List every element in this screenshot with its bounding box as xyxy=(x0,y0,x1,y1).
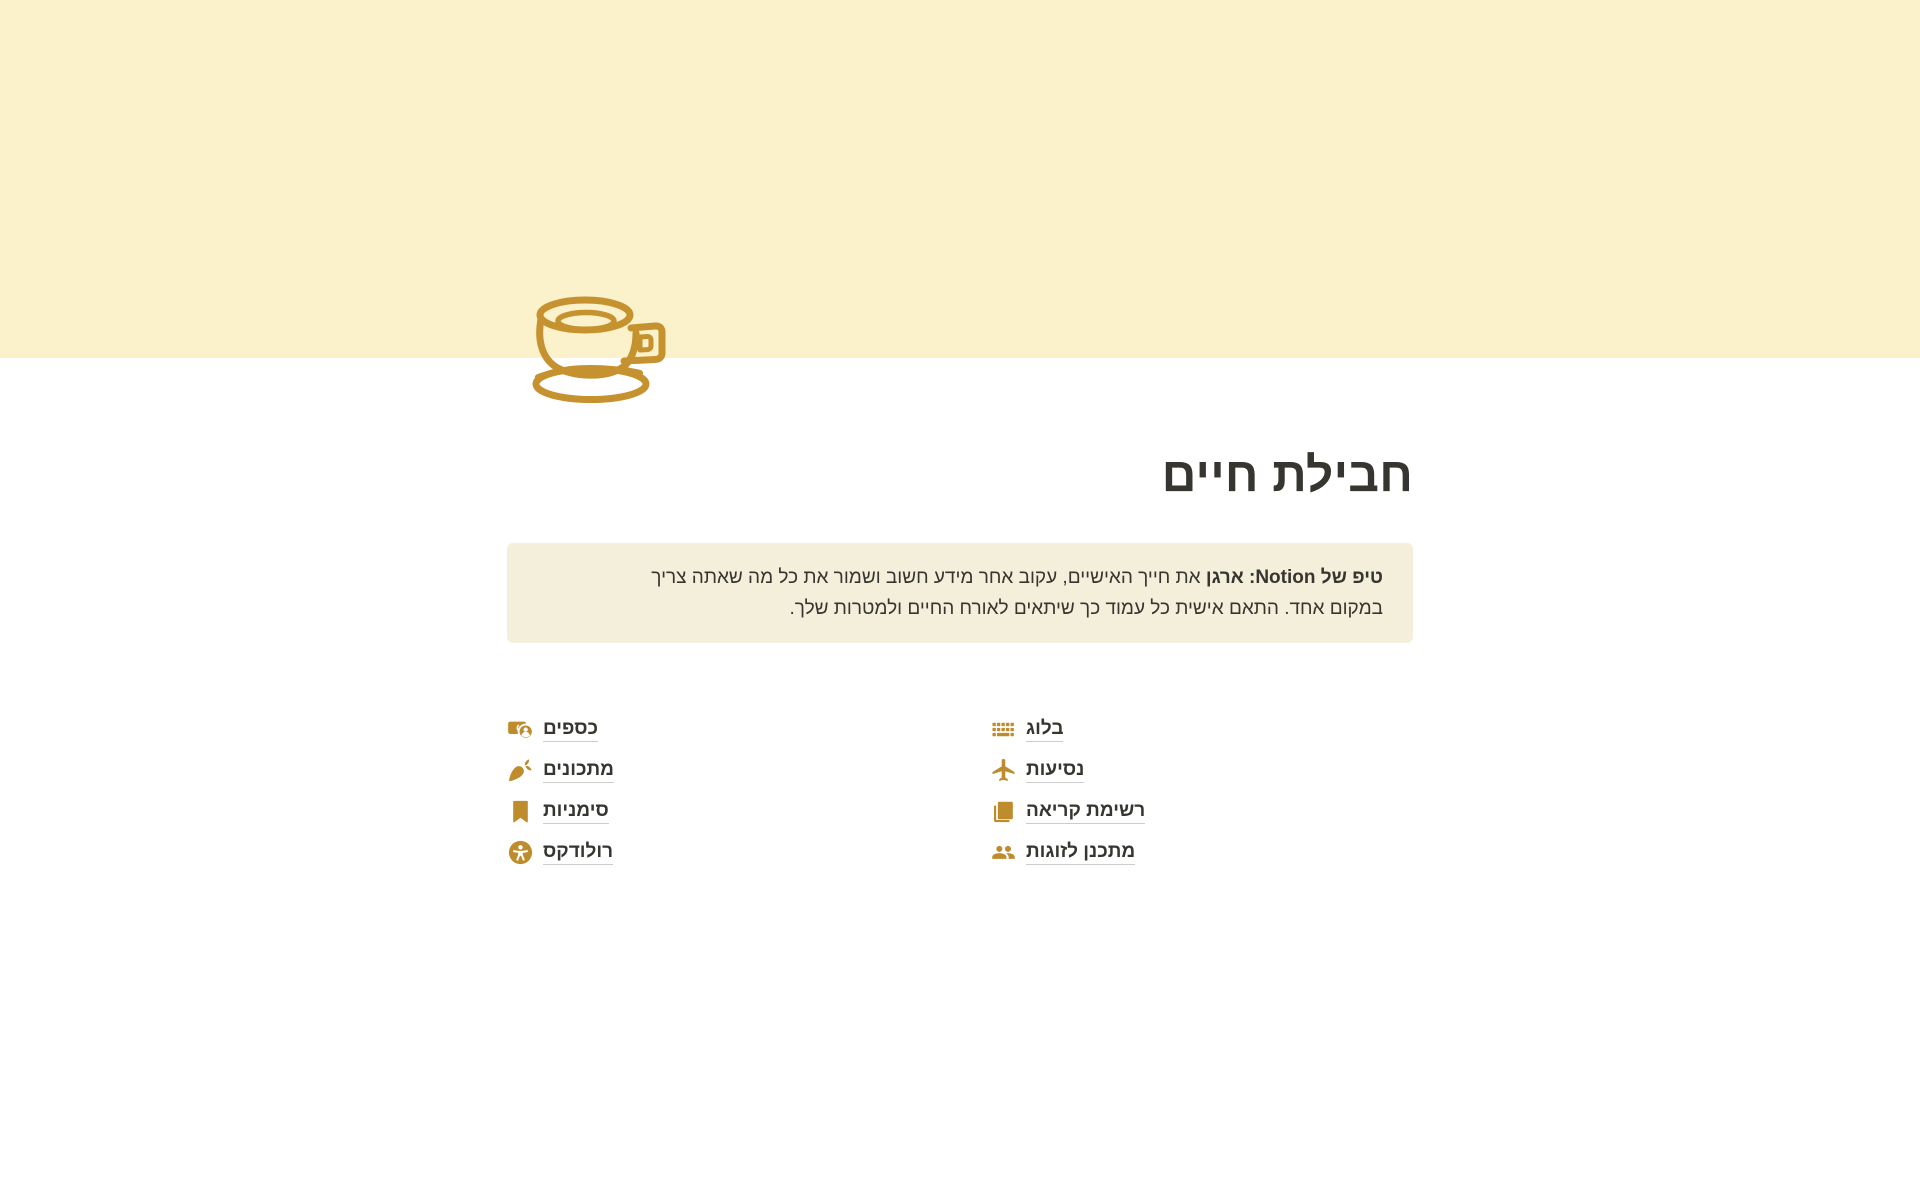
page-link-label: מתכונים xyxy=(543,758,614,784)
callout-line-1 xyxy=(537,562,1383,593)
page-link-label: כספים xyxy=(543,717,598,743)
keyboard-icon xyxy=(990,716,1017,743)
people-icon xyxy=(990,839,1017,866)
callout-bold-text: טיפ של Notion: ארגן xyxy=(1205,567,1383,588)
airplane-icon xyxy=(990,757,1017,784)
page-link-travel[interactable] xyxy=(990,750,1413,791)
page-link-label: רולודקס xyxy=(543,840,613,866)
page-link-label: רשימת קריאה xyxy=(1026,799,1145,825)
callout-line-2: במקום אחד. התאם אישית כל עמוד כך שיתאים לאורח החיים ולמטרות שלך. xyxy=(789,598,1383,619)
page-link-label: מתכנן לזוגות xyxy=(1026,840,1135,866)
page-link-rolodex[interactable] xyxy=(507,832,930,873)
callout-line-1-rest: את חייך האישיים, עקוב אחר מידע חשוב ושמור את כל מה שאתה צריך xyxy=(651,567,1206,588)
page-link-couples-planner[interactable] xyxy=(990,832,1413,873)
page-link-label: בלוג xyxy=(1026,717,1063,743)
notion-tip-callout xyxy=(507,543,1413,643)
page-title[interactable]: חבילת חיים xyxy=(1161,449,1413,502)
links-right-column xyxy=(990,709,1413,873)
page-link-label: נסיעות xyxy=(1026,758,1084,784)
page-link-recipes[interactable] xyxy=(507,750,930,791)
carrot-icon xyxy=(507,757,534,784)
person-circle-icon xyxy=(507,839,534,866)
page-link-label: סימניות xyxy=(543,799,609,825)
page-link-reading-list[interactable] xyxy=(990,791,1413,832)
page-content xyxy=(507,292,1413,873)
page-link-blog[interactable] xyxy=(990,709,1413,750)
links-left-column xyxy=(507,709,930,873)
page-link-money[interactable] xyxy=(507,709,930,750)
money-icon xyxy=(507,716,534,743)
page-link-bookmarks[interactable] xyxy=(507,791,930,832)
page-links-columns xyxy=(507,709,1413,873)
bookmark-icon xyxy=(507,798,534,825)
book-icon xyxy=(990,798,1017,825)
coffee-cup-icon[interactable] xyxy=(528,292,668,404)
